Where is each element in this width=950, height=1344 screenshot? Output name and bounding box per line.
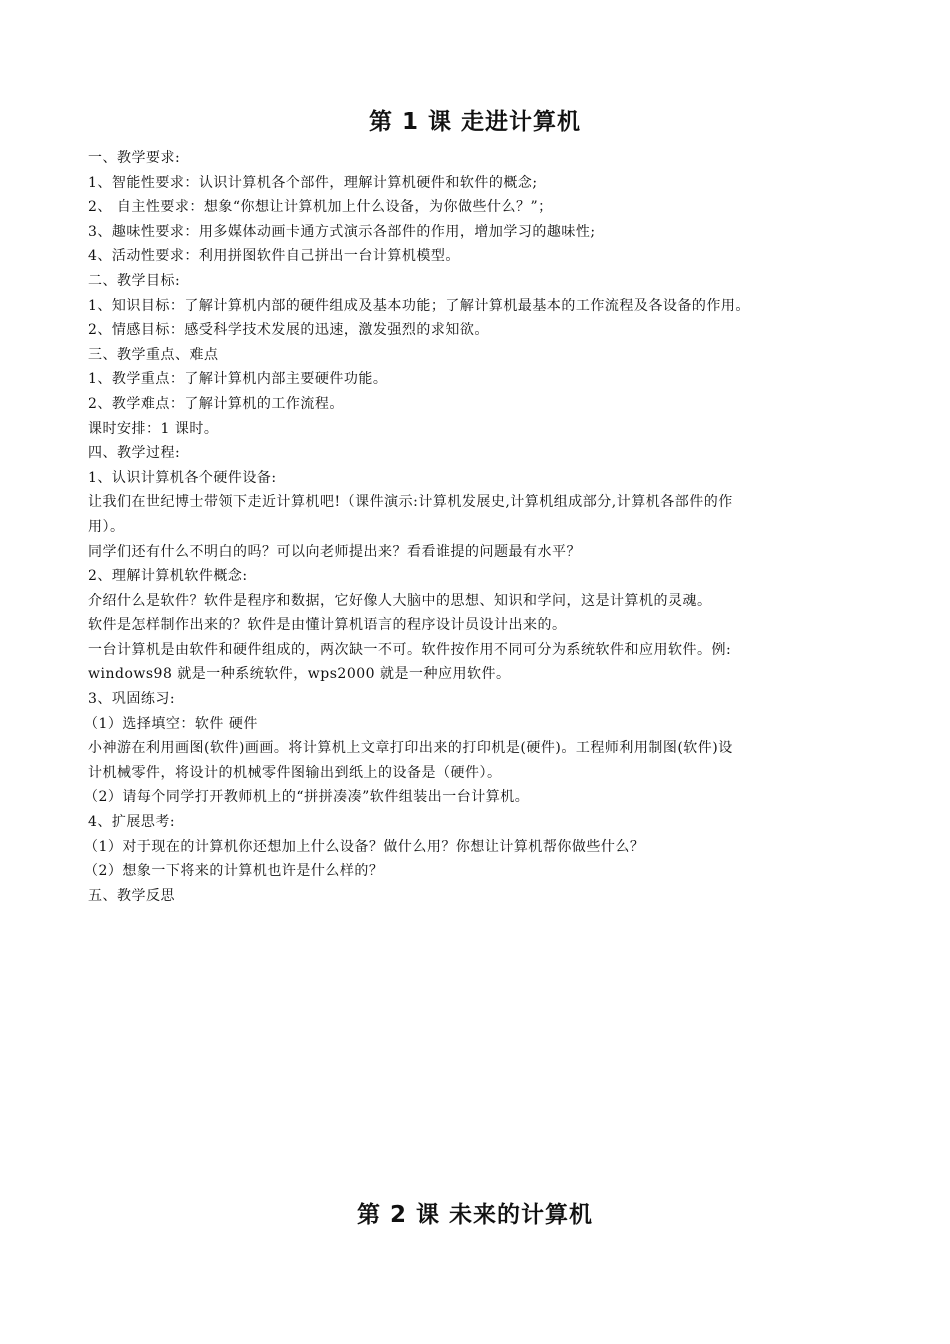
paragraph-line: （1）选择填空：软件 硬件 xyxy=(84,715,258,732)
paragraph-line: （2）想象一下将来的计算机也许是什么样的？ xyxy=(84,863,384,880)
paragraph-line: windows98 就是一种系统软件，wps2000 就是一种应用软件。 xyxy=(88,666,511,683)
paragraph-line: 3、趣味性要求：用多媒体动画卡通方式演示各部件的作用，增加学习的趣味性; xyxy=(88,223,596,240)
section-heading: 五、教学反思 xyxy=(88,887,175,904)
section-heading: 一、教学要求: xyxy=(88,150,181,166)
paragraph-line: （2）请每个同学打开教师机上的“拼拼凑凑”软件组装出一台计算机。 xyxy=(84,789,530,806)
paragraph-line: 软件是怎样制作出来的？软件是由懂计算机语言的程序设计员设计出来的。 xyxy=(88,617,567,634)
paragraph-line: 同学们还有什么不明白的吗？可以向老师提出来？看看谁提的问题最有水平？ xyxy=(88,543,581,560)
paragraph-line: 1、教学重点：了解计算机内部主要硬件功能。 xyxy=(88,371,388,388)
paragraph-line: 1、智能性要求：认识计算机各个部件，理解计算机硬件和软件的概念; xyxy=(88,174,538,191)
paragraph-line: 4、扩展思考: xyxy=(88,814,176,831)
paragraph-line: 介绍什么是软件？软件是程序和数据，它好像人大脑中的思想、知识和学问，这是计算机的灵魂。 xyxy=(88,592,712,609)
paragraph-line: 2、教学难点：了解计算机的工作流程。 xyxy=(88,395,344,412)
paragraph-line: 2、 自主性要求：想象“你想让计算机加上什么设备，为你做些什么？”； xyxy=(88,199,553,216)
paragraph-line: 小神游在利用画图(软件)画画。将计算机上文章打印出来的打印机是(硬件)。工程师利用制图(软件)设 xyxy=(88,740,733,757)
paragraph-line: 2、理解计算机软件概念: xyxy=(88,568,248,585)
section-heading: 二、教学目标: xyxy=(88,272,181,289)
paragraph-line: 4、活动性要求：利用拼图软件自己拼出一台计算机模型。 xyxy=(88,248,460,265)
paragraph-line: 用）。 xyxy=(88,518,125,535)
paragraph-line: 3、巩固练习: xyxy=(88,691,176,708)
section-heading: 三、教学重点、难点 xyxy=(88,346,219,363)
paragraph-line: 让我们在世纪博士带领下走近计算机吧!（课件演示:计算机发展史,计算机组成部分,计算机各部件的作 xyxy=(88,494,733,511)
lesson-1-title: 第 1 课 走进计算机 xyxy=(368,109,582,135)
paragraph-line: 1、认识计算机各个硬件设备: xyxy=(88,469,277,486)
lesson-2-title: 第 2 课 未来的计算机 xyxy=(356,1202,594,1228)
paragraph-line: （1）对于现在的计算机你还想加上什么设备？做什么用？你想让计算机帮你做些什么？ xyxy=(84,838,645,855)
lesson-1-body xyxy=(84,146,858,908)
section-heading: 四、教学过程: xyxy=(88,445,181,462)
paragraph-line: 课时安排：1 课时。 xyxy=(88,420,219,437)
paragraph-line: 2、情感目标：感受科学技术发展的迅速，激发强烈的求知欲。 xyxy=(88,322,489,339)
paragraph-line: 计机械零件，将设计的机械零件图输出到纸上的设备是（硬件）。 xyxy=(88,764,502,781)
paragraph-line: 1、知识目标：了解计算机内部的硬件组成及基本功能；了解计算机最基本的工作流程及各设备的作用。 xyxy=(88,297,750,314)
paragraph-line: 一台计算机是由软件和硬件组成的，两次缺一不可。软件按作用不同可分为系统软件和应用软件。例: xyxy=(88,641,732,658)
